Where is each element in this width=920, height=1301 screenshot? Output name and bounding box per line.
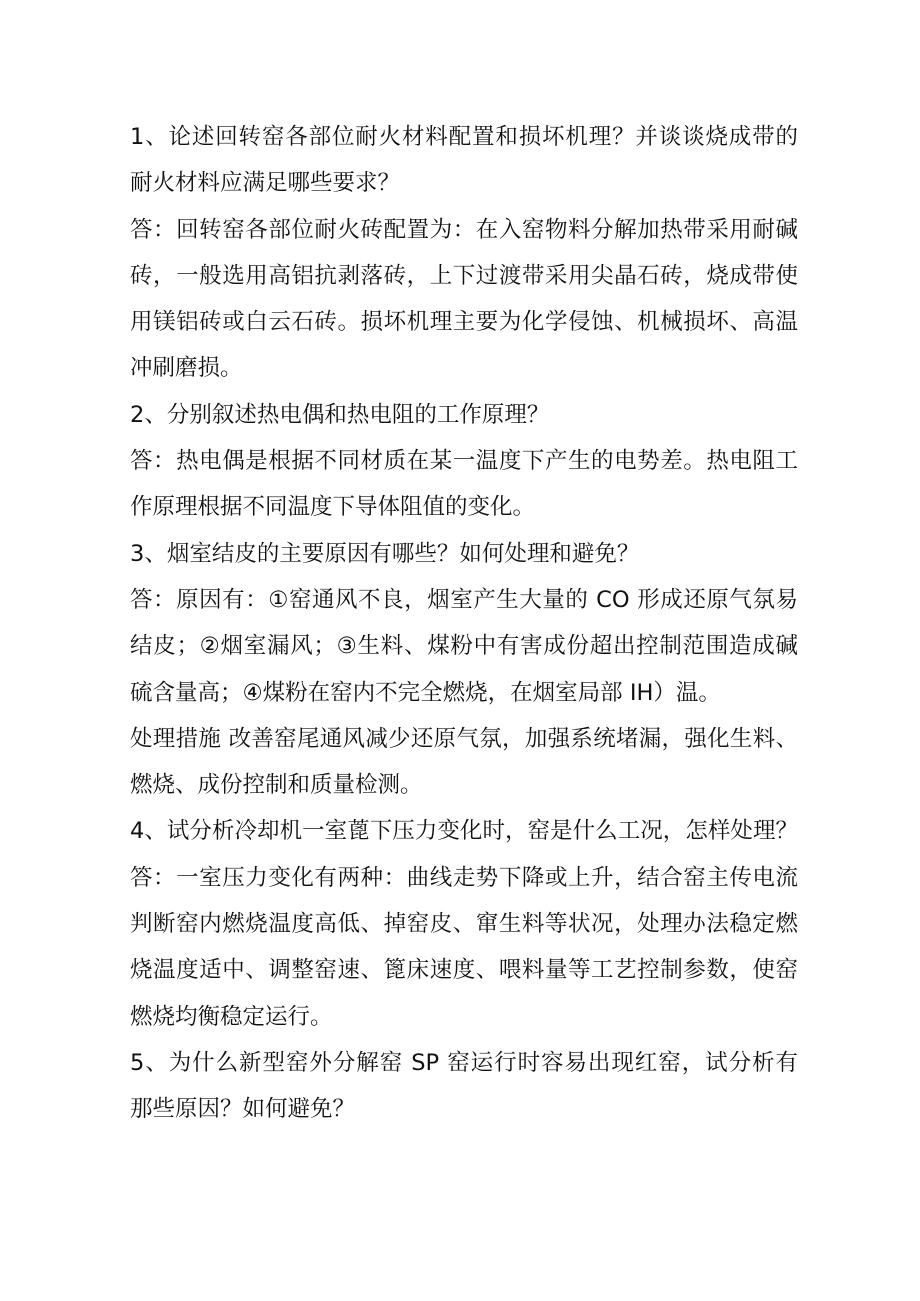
answer-4-line-3: 烧温度适中、调整窑速、篦床速度、喂料量等工艺控制参数，使窑 bbox=[130, 957, 798, 984]
question-1-line-2: 耐火材料应满足哪些要求？ bbox=[130, 170, 401, 197]
question-1-line-1: 1、论述回转窑各部位耐火材料配置和损坏机理？并谈谈烧成带的 bbox=[130, 124, 798, 150]
answer-2-line-1: 答：热电偶是根据不同材质在某一温度下产生的电势差。热电阻工 bbox=[130, 448, 798, 475]
answer-4-line-1: 答：一室压力变化有两种：曲线走势下降或上升，结合窑主传电流 bbox=[130, 864, 798, 891]
question-2-line-1: 2、分别叙述热电偶和热电阻的工作原理？ bbox=[130, 401, 550, 428]
answer-1-line-2: 砖，一般选用高铝抗剥落砖，上下过渡带采用尖晶石砖，烧成带使 bbox=[130, 262, 798, 289]
document-page bbox=[130, 114, 798, 1133]
question-5-line-2: 那些原因？如何避免？ bbox=[130, 1096, 356, 1123]
answer-1-line-3: 用镁铝砖或白云石砖。损坏机理主要为化学侵蚀、机械损坏、高温 bbox=[130, 309, 798, 336]
answer-3-line-5: 燃烧、成份控制和质量检测。 bbox=[130, 772, 423, 799]
answer-3-line-1: 答：原因有：①窑通风不良，烟室产生大量的 CO 形成还原气氛易 bbox=[130, 586, 798, 613]
question-4-line-1: 4、试分析冷却机一室蓖下压力变化时，窑是什么工况，怎样处理？ bbox=[130, 818, 798, 845]
question-3-line-1: 3、烟室结皮的主要原因有哪些？如何处理和避免？ bbox=[130, 540, 640, 567]
answer-1-line-1: 答：回转窑各部位耐火砖配置为：在入窑物料分解加热带采用耐碱 bbox=[130, 216, 798, 243]
answer-4-line-4: 燃烧均衡稳定运行。 bbox=[130, 1003, 333, 1030]
answer-3-line-3: 硫含量高；④煤粉在窑内不完全燃烧，在烟室局部 IH）温。 bbox=[130, 679, 721, 706]
answer-3-line-4: 处理措施 改善窑尾通风减少还原气氛，加强系统堵漏，强化生料、 bbox=[130, 725, 798, 752]
question-5-line-1: 5、为什么新型窑外分解窑 SP 窑运行时容易出现红窑，试分析有 bbox=[130, 1049, 798, 1076]
answer-2-line-2: 作原理根据不同温度下导体阻值的变化。 bbox=[130, 494, 536, 521]
answer-4-line-2: 判断窑内燃烧温度高低、掉窑皮、窜生料等状况，处理办法稳定燃 bbox=[130, 911, 798, 938]
answer-1-line-4: 冲刷磨损。 bbox=[130, 355, 243, 382]
answer-3-line-2: 结皮；②烟室漏风；③生料、煤粉中有害成份超出控制范围造成碱 bbox=[130, 633, 798, 660]
